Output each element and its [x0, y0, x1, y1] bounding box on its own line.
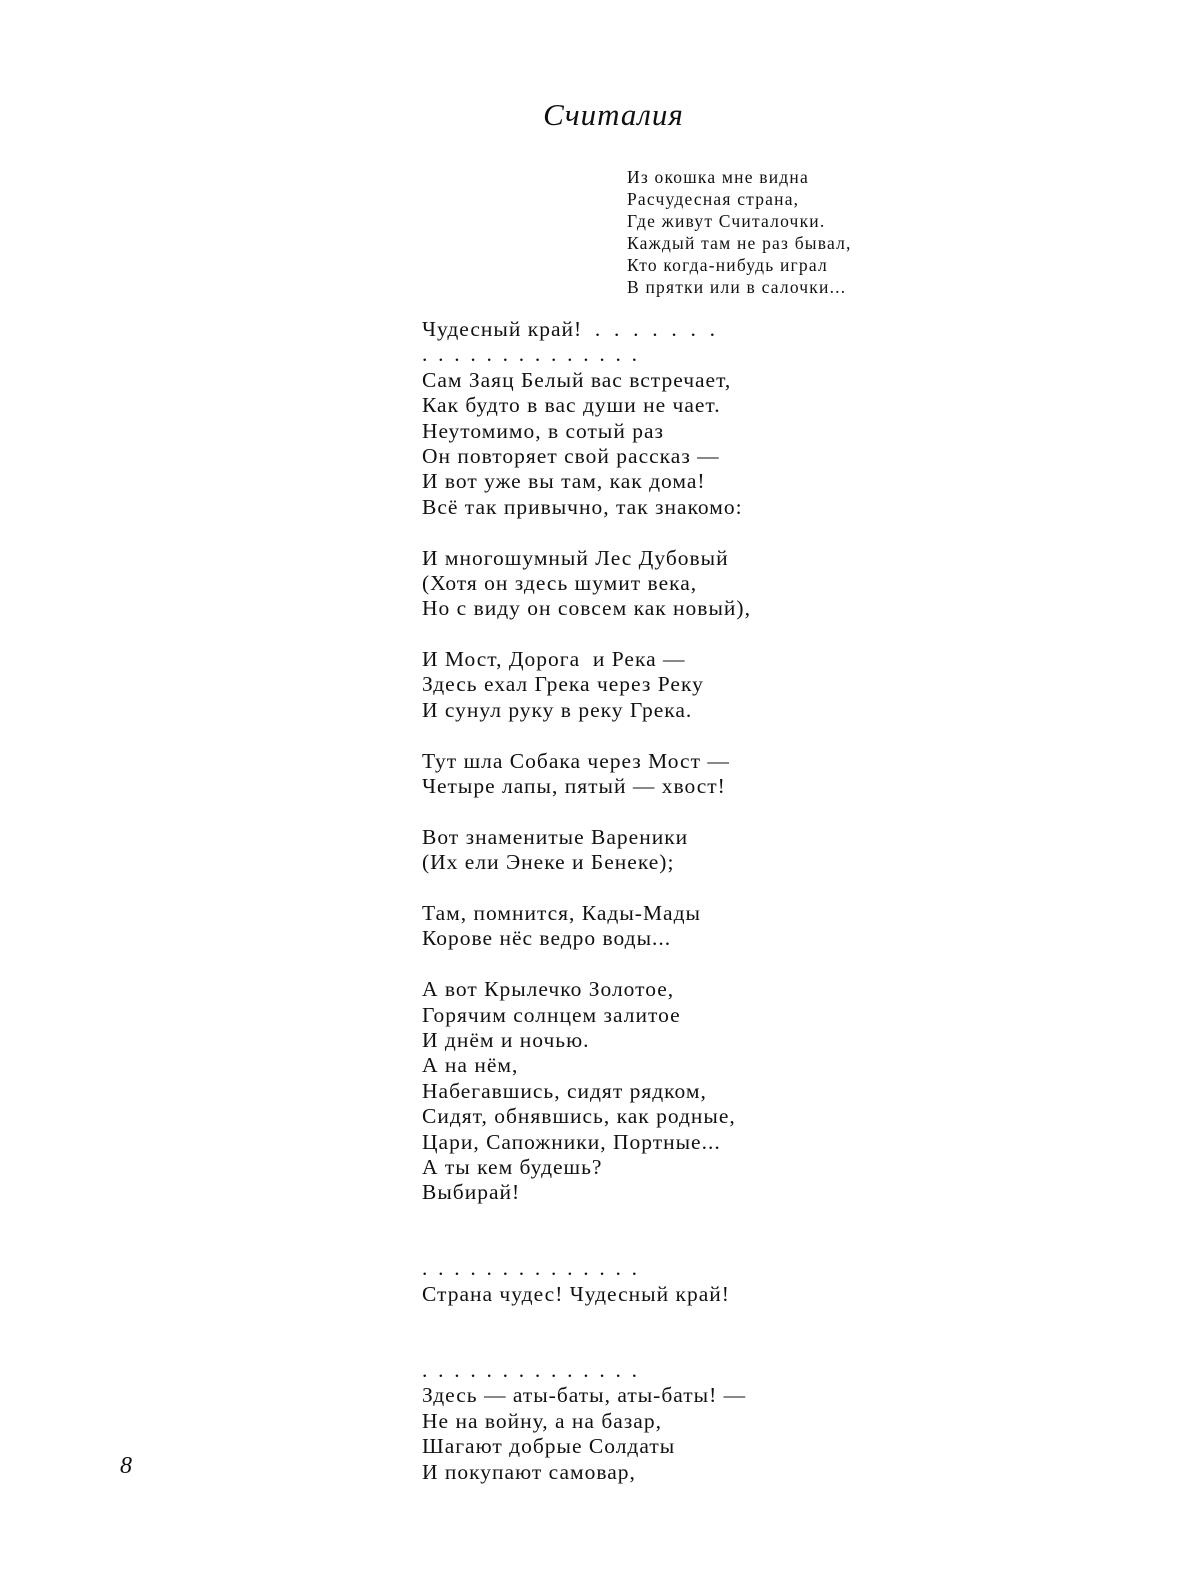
poem-line: А ты кем будешь?: [422, 1154, 603, 1179]
stanza-gap: [422, 876, 751, 901]
poem-line: И многошумный Лес Дубовый: [422, 545, 729, 570]
epigraph: [627, 166, 852, 298]
stanza-gap: [422, 799, 751, 824]
poem-line: (Хотя он здесь шумит века,: [422, 570, 698, 595]
poem-line: А вот Крылечко Золотое,: [422, 977, 675, 1002]
poem-line: А на нём,: [422, 1053, 519, 1078]
poem-line: Чудесный край! . . . . . . .: [422, 317, 717, 341]
stanza-gap: [422, 520, 751, 545]
poem-line: Всё так привычно, так знакомо:: [422, 494, 743, 519]
poem-title: Считалия: [543, 97, 684, 132]
poem-line: И вот уже вы там, как дома!: [422, 469, 706, 494]
epigraph-line: Кто когда-нибудь играл: [627, 255, 828, 275]
poem-line: Набегавшись, сидят рядком,: [422, 1078, 707, 1103]
poem-line: Страна чудес! Чудесный край!: [422, 1281, 730, 1306]
epigraph-line: Каждый там не раз бывал,: [627, 233, 852, 253]
poem-line: Неутомимо, в сотый раз: [422, 418, 664, 443]
poem-body: [422, 317, 751, 1485]
poem-line: И Мост, Дорога и Река —: [422, 647, 686, 672]
poem-line: Горячим солнцем залитое: [422, 1002, 681, 1027]
poem-line: Тут шла Собака через Мост —: [422, 748, 730, 773]
stanza-gap: [422, 1307, 751, 1332]
poem-line: И днём и ночью.: [422, 1027, 590, 1052]
epigraph-line: Из окошка мне видна: [627, 167, 809, 187]
page-number: 8: [120, 1453, 132, 1479]
poem-line: (Их ели Энеке и Бенеке);: [422, 850, 675, 875]
ellipsis-line: . . . . . . . . . . . . . .: [422, 1358, 637, 1383]
poem-line: Вот знаменитые Вареники: [422, 824, 689, 849]
poem-line: Здесь ехал Грека через Реку: [422, 672, 704, 697]
poem-line: Цари, Сапожники, Портные...: [422, 1129, 721, 1154]
poem-line: Шагают добрые Солдаты: [422, 1434, 676, 1459]
epigraph-line: Где живут Считалочки.: [627, 211, 826, 231]
poem-line: Здесь — аты-баты, аты-баты! —: [422, 1383, 747, 1408]
poem-line: Как будто в вас души не чает.: [422, 393, 721, 418]
ellipsis-line: . . . . . . . . . . . . . .: [422, 1256, 637, 1281]
epigraph-line: В прятки или в салочки...: [627, 277, 847, 297]
stanza-gap: [422, 952, 751, 977]
stanza-gap: [422, 1231, 751, 1256]
epigraph-line: Расчудесная страна,: [627, 189, 800, 209]
stanza-gap: [422, 1206, 751, 1231]
poem-line: Сам Заяц Белый вас встречает,: [422, 367, 732, 392]
poem-line: И покупают самовар,: [422, 1459, 636, 1484]
ellipsis-line: . . . . . . . . . . . . . .: [422, 342, 637, 367]
poem-line: Корове нёс ведро воды...: [422, 926, 672, 951]
poem-line: Четыре лапы, пятый — хвост!: [422, 774, 726, 799]
poem-line: Но с виду он совсем как новый),: [422, 596, 751, 621]
poem-line: Сидят, обнявшись, как родные,: [422, 1104, 736, 1129]
poem-line: Выбирай!: [422, 1180, 521, 1205]
poem-line: И сунул руку в реку Грека.: [422, 697, 693, 722]
stanza-gap: [422, 1333, 751, 1358]
stanza-gap: [422, 723, 751, 748]
poem-line: Там, помнится, Кады-Мады: [422, 900, 701, 925]
stanza-gap: [422, 622, 751, 647]
poem-line: Не на войну, а на базар,: [422, 1408, 662, 1433]
poem-line: Он повторяет свой рассказ —: [422, 443, 720, 468]
